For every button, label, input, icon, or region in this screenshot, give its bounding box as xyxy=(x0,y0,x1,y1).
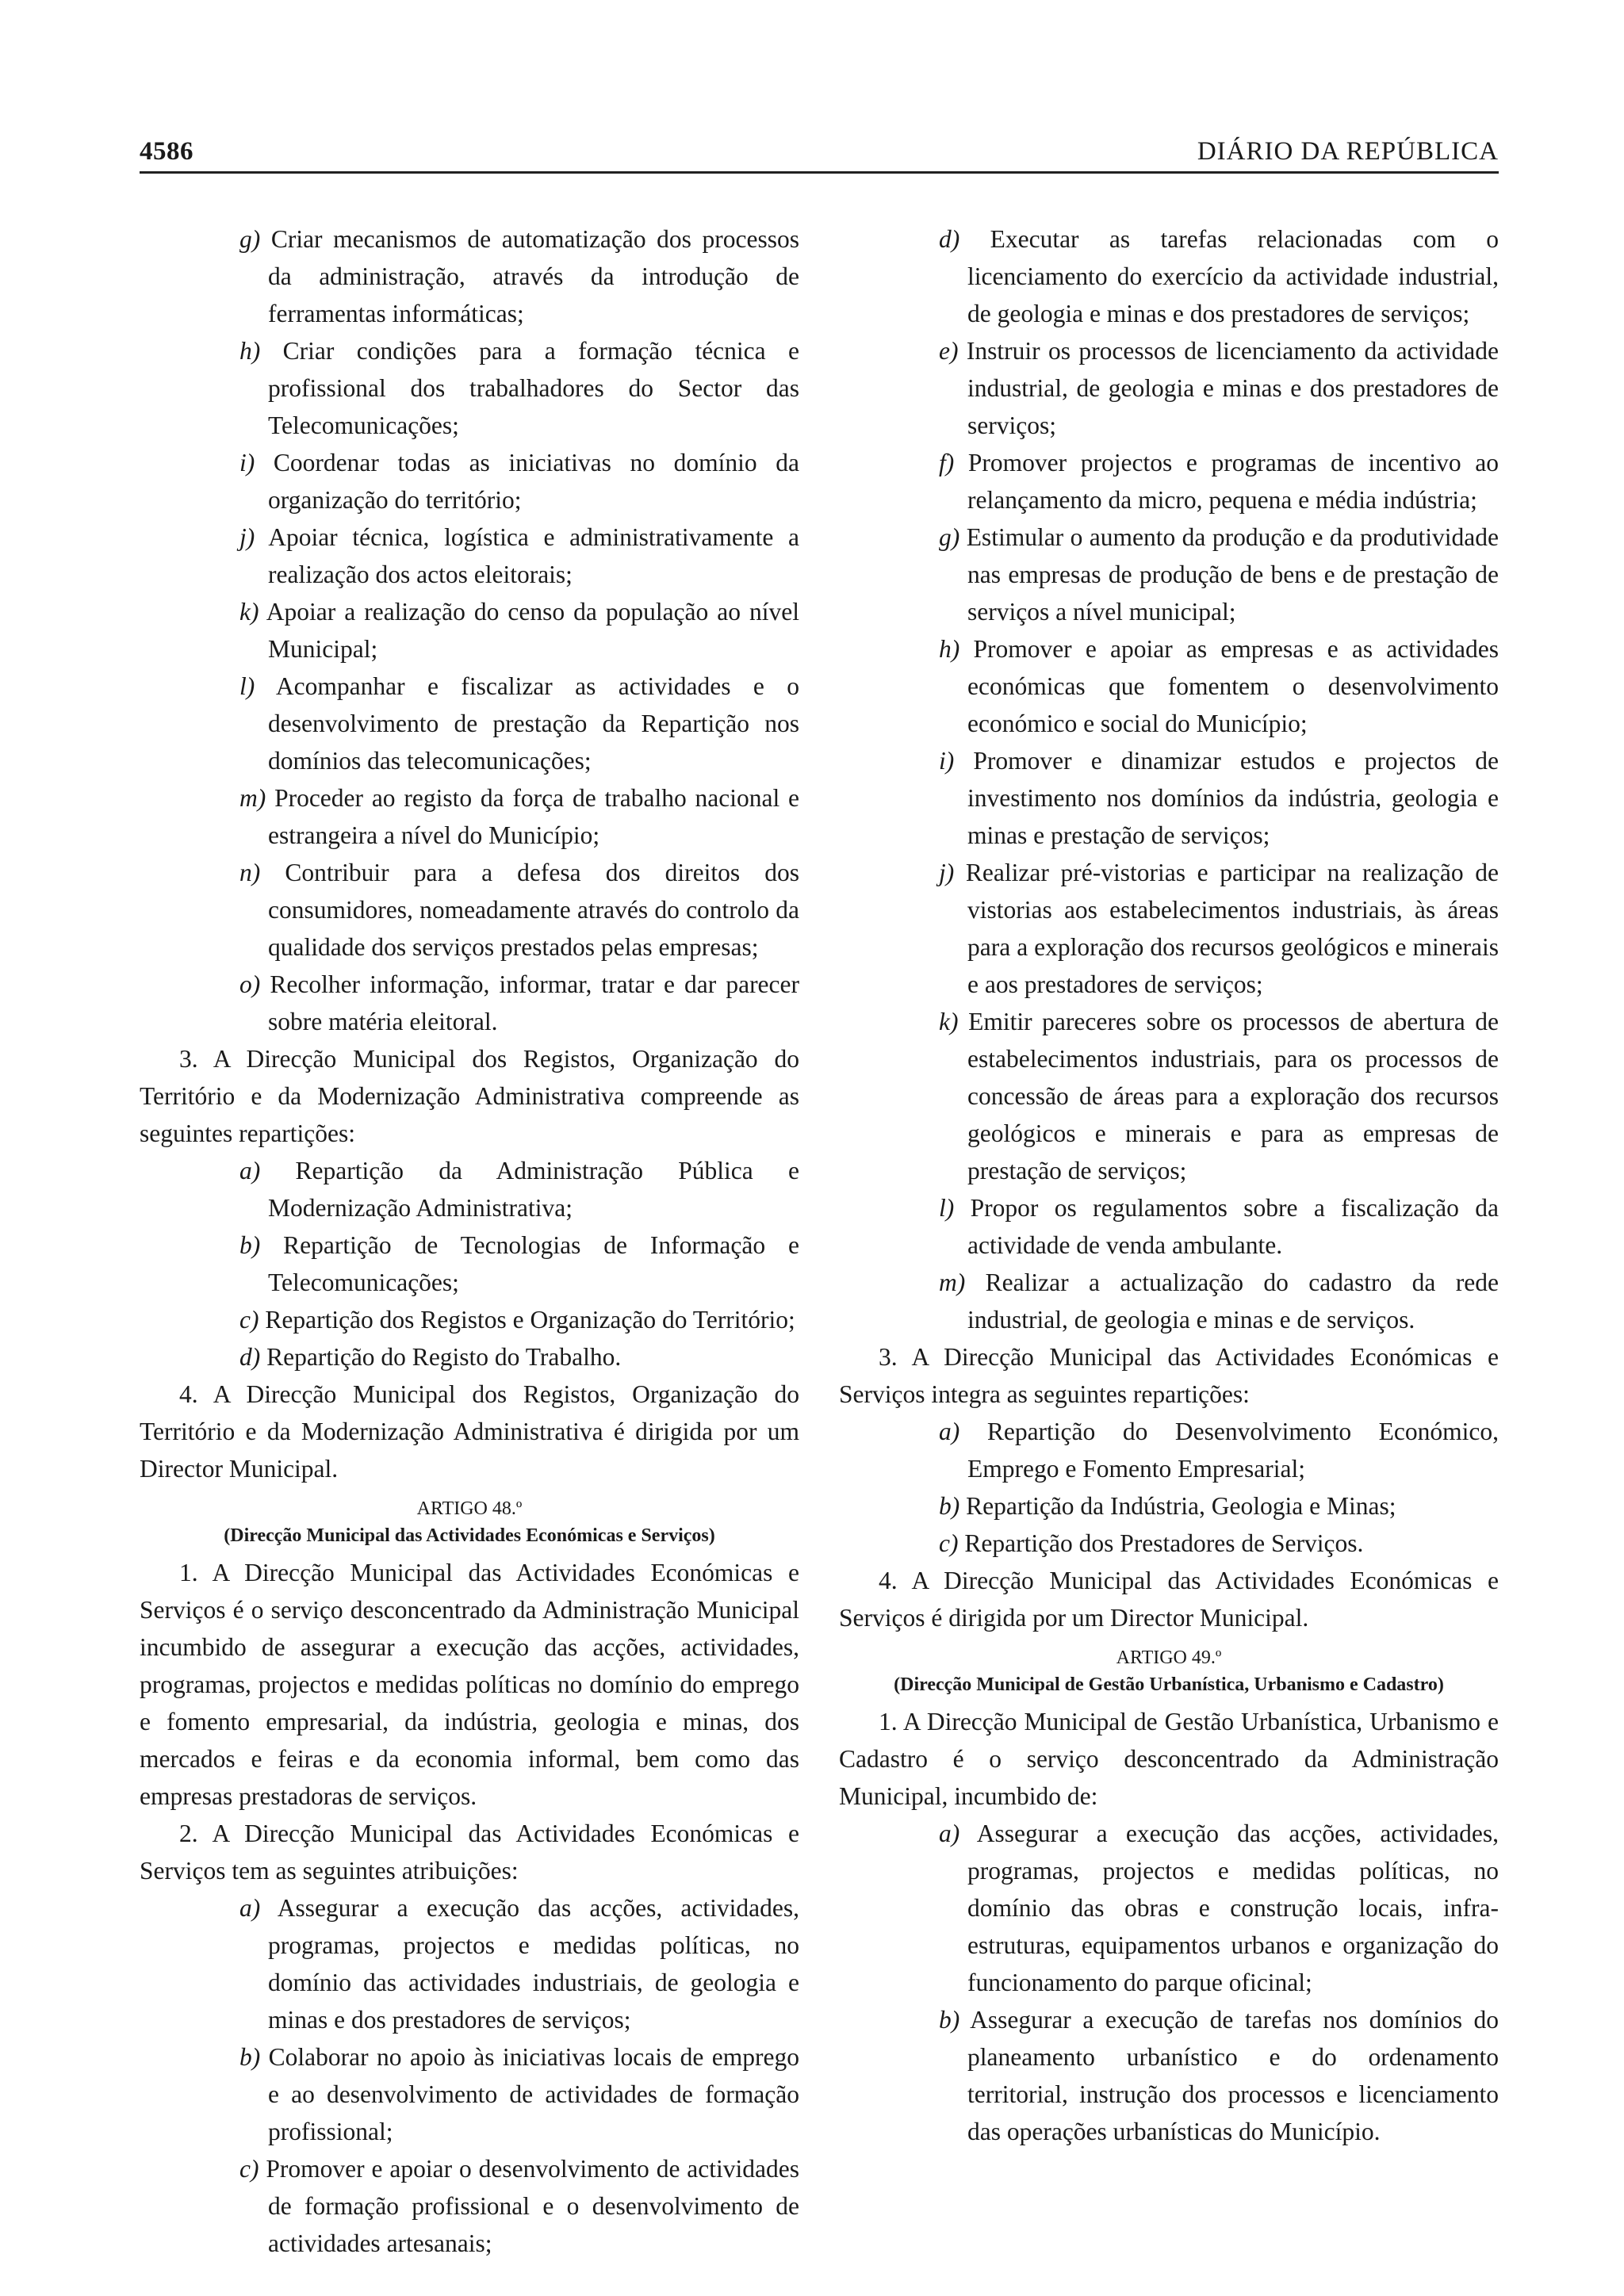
item-text: Repartição dos Registos e Organização do Território; xyxy=(265,1306,795,1334)
item-text: Propor os regulamentos sobre a fiscalização da actividade de venda ambulante. xyxy=(967,1194,1499,1259)
item-marker: m) xyxy=(239,784,266,812)
item-marker: f) xyxy=(939,449,955,476)
item-marker: c) xyxy=(239,2155,259,2183)
list-item xyxy=(140,1152,799,1226)
list-item xyxy=(140,854,799,966)
item-text: Assegurar a execução das acções, actividades, programas, projectos e medidas políticas, no domínio das obras e construção locais, infra-estruturas, equipamentos urbanos e organização do funcionamento do parque oficinal; xyxy=(967,1820,1499,1996)
item-text: Criar condições para a formação técnica e profissional dos trabalhadores do Sector das Telecomunicações; xyxy=(268,337,799,439)
item-marker: b) xyxy=(939,2006,960,2034)
list-item xyxy=(839,444,1499,519)
paragraph-48-1: 1. A Direcção Municipal das Actividades Económicas e Serviços é o serviço desconcentrado da Administração Municipal incumbido de assegurar a execução das acções, actividades, programas, projectos e medidas políticas no domínio do emprego e fomento empresarial, da indústria, geologia e minas, dos mercados e feiras e da economia informal, bem como das empresas prestadoras de serviços. xyxy=(140,1559,799,1810)
list-item xyxy=(839,1003,1499,1189)
item-marker: b) xyxy=(239,2043,261,2071)
item-marker: g) xyxy=(939,523,960,551)
item-marker: a) xyxy=(239,1894,261,1922)
list-item xyxy=(839,742,1499,854)
item-text: Promover e apoiar o desenvolvimento de actividades de formação profissional e o desenvolvimento de actividades artesanais; xyxy=(266,2155,800,2257)
right-column xyxy=(839,220,1499,2150)
list-item xyxy=(140,668,799,779)
list-item xyxy=(140,966,799,1040)
item-marker: h) xyxy=(939,635,960,663)
item-marker: l) xyxy=(939,1194,955,1222)
list-item xyxy=(839,1487,1499,1525)
item-text: Emitir pareceres sobre os processos de abertura de estabelecimentos industriais, para os processos de concessão de áreas para a exploração dos recursos geológicos e minerais e para as empresas de prestação de serviços; xyxy=(967,1008,1499,1184)
list-right-2 xyxy=(839,1413,1499,1562)
page-number: 4586 xyxy=(140,137,193,166)
item-marker: c) xyxy=(239,1306,259,1334)
item-marker: n) xyxy=(239,859,261,886)
item-text: Repartição do Desenvolvimento Económico, Emprego e Fomento Empresarial; xyxy=(967,1418,1500,1483)
paragraph-48-2: 2. A Direcção Municipal das Actividades Económicas e Serviços tem as seguintes atribuições: xyxy=(140,1820,799,1885)
item-marker: j) xyxy=(239,523,255,551)
item-text: Repartição da Administração Pública e Modernização Administrativa; xyxy=(268,1157,799,1222)
item-marker: k) xyxy=(239,598,259,626)
item-text: Coordenar todas as iniciativas no domínio da organização do território; xyxy=(268,449,799,514)
item-marker: m) xyxy=(939,1269,966,1296)
item-marker: b) xyxy=(239,1231,261,1259)
item-marker: j) xyxy=(939,859,955,886)
article-title: (Direcção Municipal de Gestão Urbanística, Urbanismo e Cadastro) xyxy=(894,1674,1444,1695)
list-left-3 xyxy=(140,1889,799,2262)
item-text: Repartição de Tecnologias de Informação e Telecomunicações; xyxy=(268,1231,799,1296)
list-item xyxy=(839,630,1499,742)
item-text: Apoiar a realização do censo da população ao nível Municipal; xyxy=(266,598,800,663)
item-text: Criar mecanismos de automatização dos processos da administração, através da introdução de ferramentas informáticas; xyxy=(268,225,799,327)
list-item xyxy=(839,332,1499,444)
list-item xyxy=(140,1338,799,1376)
item-marker: d) xyxy=(239,1343,261,1371)
article-number: ARTIGO 48.º xyxy=(416,1498,523,1519)
item-text: Acompanhar e fiscalizar as actividades e o desenvolvimento de prestação da Repartição nos domínios das telecomunicações; xyxy=(268,672,799,775)
item-marker: l) xyxy=(239,672,255,700)
list-item xyxy=(140,593,799,668)
item-marker: o) xyxy=(239,970,261,998)
list-item xyxy=(140,444,799,519)
list-item xyxy=(839,519,1499,630)
article-title: (Direcção Municipal das Actividades Económicas e Serviços) xyxy=(224,1525,715,1546)
item-text: Instruir os processos de licenciamento da actividade industrial, de geologia e minas e dos prestadores de serviços; xyxy=(966,337,1499,439)
item-marker: b) xyxy=(939,1492,960,1520)
item-marker: i) xyxy=(239,449,255,476)
item-text: Repartição do Registo do Trabalho. xyxy=(266,1343,622,1371)
item-text: Colaborar no apoio às iniciativas locais de emprego e ao desenvolvimento de actividades de formação profissional; xyxy=(268,2043,800,2145)
article-number: ARTIGO 49.º xyxy=(1116,1647,1222,1668)
item-text: Proceder ao registo da força de trabalho nacional e estrangeira a nível do Município; xyxy=(268,784,799,849)
list-item xyxy=(140,1889,799,2038)
item-text: Promover e apoiar as empresas e as actividades económicas que fomentem o desenvolvimento económico e social do Município; xyxy=(967,635,1499,737)
list-right-1 xyxy=(839,220,1499,1338)
left-column xyxy=(140,220,799,2262)
list-item xyxy=(839,2001,1499,2150)
item-marker: a) xyxy=(939,1418,960,1445)
item-text: Apoiar técnica, logística e administrativamente a realização dos actos eleitorais; xyxy=(268,523,799,588)
list-right-3 xyxy=(839,1815,1499,2150)
list-item xyxy=(839,220,1499,332)
list-item xyxy=(140,519,799,593)
publication-title: DIÁRIO DA REPÚBLICA xyxy=(1197,137,1499,166)
paragraph-49-1: 1. A Direcção Municipal de Gestão Urbanística, Urbanismo e Cadastro é o serviço desconcentrado da Administração Municipal, incumbido de: xyxy=(839,1708,1499,1810)
list-item xyxy=(839,854,1499,1003)
item-marker: a) xyxy=(239,1157,261,1184)
list-item xyxy=(839,1525,1499,1562)
paragraph-3: 3. A Direcção Municipal dos Registos, Organização do Território e da Modernização Administrativa compreende as seguintes repartições: xyxy=(140,1045,799,1147)
list-item xyxy=(140,1226,799,1301)
item-marker: k) xyxy=(939,1008,959,1035)
list-item xyxy=(140,2150,799,2262)
list-left-2 xyxy=(140,1152,799,1376)
item-text: Estimular o aumento da produção e da produtividade nas empresas de produção de bens e de prestação de serviços a nível municipal; xyxy=(966,523,1500,626)
list-item xyxy=(839,1815,1499,2001)
item-text: Realizar a actualização do cadastro da rede industrial, de geologia e minas e de serviços. xyxy=(967,1269,1499,1334)
item-text: Repartição dos Prestadores de Serviços. xyxy=(964,1529,1364,1557)
list-item xyxy=(839,1264,1499,1338)
list-item xyxy=(140,220,799,332)
item-text: Assegurar a execução das acções, actividades, programas, projectos e medidas políticas, no domínio das actividades industriais, de geologia e minas e dos prestadores de serviços; xyxy=(268,1894,799,2034)
list-item xyxy=(140,779,799,854)
item-text: Contribuir para a defesa dos direitos dos consumidores, nomeadamente através do controlo da qualidade dos serviços prestados pelas empresas; xyxy=(268,859,799,961)
item-text: Promover projectos e programas de incentivo ao relançamento da micro, pequena e média indústria; xyxy=(967,449,1500,514)
paragraph-4: 4. A Direcção Municipal dos Registos, Organização do Território e da Modernização Administrativa é dirigida por um Director Municipal. xyxy=(140,1380,799,1483)
item-text: Recolher informação, informar, tratar e dar parecer sobre matéria eleitoral. xyxy=(268,970,799,1035)
list-left-1 xyxy=(140,220,799,1040)
item-marker: a) xyxy=(939,1820,960,1847)
item-text: Repartição da Indústria, Geologia e Minas; xyxy=(966,1492,1396,1520)
page-header xyxy=(140,127,1499,174)
list-item xyxy=(839,1413,1499,1487)
item-text: Promover e dinamizar estudos e projectos de investimento nos domínios da indústria, geologia e minas e prestação de serviços; xyxy=(967,747,1500,849)
list-item xyxy=(839,1189,1499,1264)
list-item xyxy=(140,332,799,444)
item-text: Realizar pré-vistorias e participar na realização de vistorias aos estabelecimentos industriais, às áreas para a exploração dos recursos geológicos e minerais e aos prestadores de serviços; xyxy=(965,859,1500,998)
item-marker: h) xyxy=(239,337,261,365)
item-marker: i) xyxy=(939,747,955,775)
list-item xyxy=(140,2038,799,2150)
item-marker: g) xyxy=(239,225,261,253)
item-text: Assegurar a execução de tarefas nos domínios do planeamento urbanístico e do ordenamento territorial, instrução dos processos e licenciamento das operações urbanísticas do Município. xyxy=(967,2006,1500,2145)
item-marker: d) xyxy=(939,225,960,253)
paragraph-4: 4. A Direcção Municipal das Actividades Económicas e Serviços é dirigida por um Director Municipal. xyxy=(839,1567,1499,1632)
item-text: Executar as tarefas relacionadas com o licenciamento do exercício da actividade industrial, de geologia e minas e dos prestadores de serviços; xyxy=(967,225,1499,327)
list-item xyxy=(140,1301,799,1338)
item-marker: c) xyxy=(939,1529,959,1557)
paragraph-3: 3. A Direcção Municipal das Actividades Económicas e Serviços integra as seguintes repartições: xyxy=(839,1343,1499,1408)
item-marker: e) xyxy=(939,337,959,365)
